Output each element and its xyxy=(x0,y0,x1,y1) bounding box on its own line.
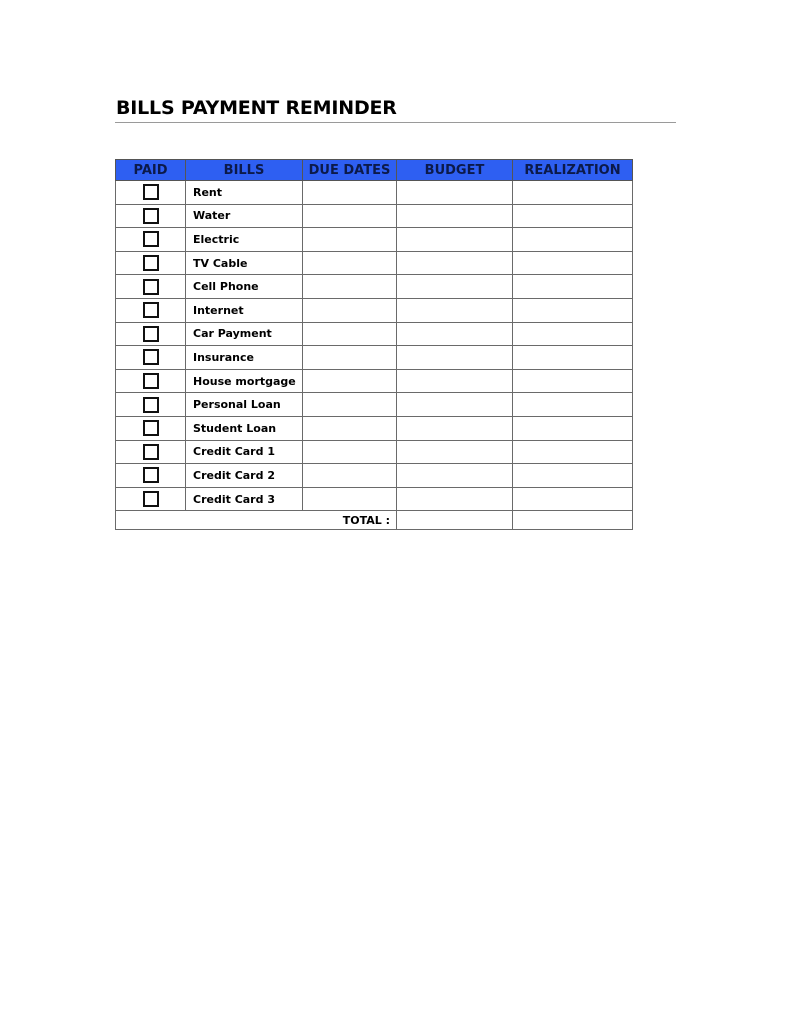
paid-cell xyxy=(116,251,186,275)
budget-cell[interactable] xyxy=(397,464,513,488)
bill-name: House mortgage xyxy=(186,369,303,393)
bill-name: TV Cable xyxy=(186,251,303,275)
due-date-cell[interactable] xyxy=(303,487,397,511)
total-budget-cell[interactable] xyxy=(397,511,513,530)
paid-checkbox[interactable] xyxy=(143,208,159,224)
table-row xyxy=(116,416,633,440)
total-row xyxy=(116,511,633,530)
table-row xyxy=(116,322,633,346)
paid-checkbox[interactable] xyxy=(143,444,159,460)
budget-cell[interactable] xyxy=(397,440,513,464)
bill-name: Insurance xyxy=(186,346,303,370)
bill-name: Internet xyxy=(186,298,303,322)
table-row xyxy=(116,275,633,299)
table-row xyxy=(116,346,633,370)
paid-checkbox[interactable] xyxy=(143,420,159,436)
table-row xyxy=(116,181,633,205)
due-date-cell[interactable] xyxy=(303,298,397,322)
paid-cell xyxy=(116,416,186,440)
bill-name: Credit Card 3 xyxy=(186,487,303,511)
table-row xyxy=(116,228,633,252)
bill-name: Cell Phone xyxy=(186,275,303,299)
paid-checkbox[interactable] xyxy=(143,349,159,365)
paid-cell xyxy=(116,298,186,322)
table-row xyxy=(116,369,633,393)
budget-cell[interactable] xyxy=(397,228,513,252)
due-date-cell[interactable] xyxy=(303,275,397,299)
paid-cell xyxy=(116,346,186,370)
realization-cell[interactable] xyxy=(513,322,633,346)
paid-cell xyxy=(116,275,186,299)
realization-cell[interactable] xyxy=(513,440,633,464)
realization-cell[interactable] xyxy=(513,346,633,370)
paid-checkbox[interactable] xyxy=(143,491,159,507)
paid-cell xyxy=(116,464,186,488)
table-row xyxy=(116,393,633,417)
total-label: TOTAL : xyxy=(116,511,397,530)
budget-cell[interactable] xyxy=(397,298,513,322)
due-date-cell[interactable] xyxy=(303,204,397,228)
due-date-cell[interactable] xyxy=(303,251,397,275)
due-date-cell[interactable] xyxy=(303,416,397,440)
realization-cell[interactable] xyxy=(513,487,633,511)
due-date-cell[interactable] xyxy=(303,322,397,346)
paid-checkbox[interactable] xyxy=(143,279,159,295)
paid-checkbox[interactable] xyxy=(143,326,159,342)
due-date-cell[interactable] xyxy=(303,181,397,205)
bill-name: Student Loan xyxy=(186,416,303,440)
bill-name: Credit Card 1 xyxy=(186,440,303,464)
budget-cell[interactable] xyxy=(397,393,513,417)
paid-checkbox[interactable] xyxy=(143,397,159,413)
column-header-paid: PAID xyxy=(116,160,186,181)
due-date-cell[interactable] xyxy=(303,440,397,464)
paid-cell xyxy=(116,393,186,417)
table-row xyxy=(116,204,633,228)
bill-name: Water xyxy=(186,204,303,228)
table-row xyxy=(116,440,633,464)
realization-cell[interactable] xyxy=(513,181,633,205)
budget-cell[interactable] xyxy=(397,204,513,228)
realization-cell[interactable] xyxy=(513,369,633,393)
due-date-cell[interactable] xyxy=(303,464,397,488)
paid-cell xyxy=(116,440,186,464)
budget-cell[interactable] xyxy=(397,487,513,511)
paid-checkbox[interactable] xyxy=(143,373,159,389)
due-date-cell[interactable] xyxy=(303,346,397,370)
paid-checkbox[interactable] xyxy=(143,255,159,271)
title-divider xyxy=(115,122,676,123)
paid-cell xyxy=(116,369,186,393)
table-row xyxy=(116,298,633,322)
table-row xyxy=(116,464,633,488)
bill-name: Credit Card 2 xyxy=(186,464,303,488)
column-header-budget: BUDGET xyxy=(397,160,513,181)
paid-cell xyxy=(116,204,186,228)
realization-cell[interactable] xyxy=(513,228,633,252)
due-date-cell[interactable] xyxy=(303,393,397,417)
paid-checkbox[interactable] xyxy=(143,231,159,247)
total-realization-cell[interactable] xyxy=(513,511,633,530)
realization-cell[interactable] xyxy=(513,393,633,417)
realization-cell[interactable] xyxy=(513,298,633,322)
column-header-bills: BILLS xyxy=(186,160,303,181)
table-row xyxy=(116,251,633,275)
realization-cell[interactable] xyxy=(513,204,633,228)
realization-cell[interactable] xyxy=(513,251,633,275)
budget-cell[interactable] xyxy=(397,275,513,299)
paid-cell xyxy=(116,228,186,252)
due-date-cell[interactable] xyxy=(303,369,397,393)
bill-name: Car Payment xyxy=(186,322,303,346)
paid-checkbox[interactable] xyxy=(143,184,159,200)
budget-cell[interactable] xyxy=(397,369,513,393)
paid-cell xyxy=(116,322,186,346)
bills-table xyxy=(115,159,633,530)
realization-cell[interactable] xyxy=(513,275,633,299)
budget-cell[interactable] xyxy=(397,416,513,440)
paid-cell xyxy=(116,487,186,511)
bill-name: Electric xyxy=(186,228,303,252)
table-row xyxy=(116,487,633,511)
paid-checkbox[interactable] xyxy=(143,467,159,483)
budget-cell[interactable] xyxy=(397,322,513,346)
budget-cell[interactable] xyxy=(397,346,513,370)
paid-checkbox[interactable] xyxy=(143,302,159,318)
budget-cell[interactable] xyxy=(397,251,513,275)
column-header-realization: REALIZATION xyxy=(513,160,633,181)
bills-table-body xyxy=(116,181,633,511)
column-header-due-dates: DUE DATES xyxy=(303,160,397,181)
table-header-row xyxy=(116,160,633,181)
page-title: BILLS PAYMENT REMINDER xyxy=(116,97,397,119)
realization-cell[interactable] xyxy=(513,464,633,488)
bill-name: Rent xyxy=(186,181,303,205)
bill-name: Personal Loan xyxy=(186,393,303,417)
realization-cell[interactable] xyxy=(513,416,633,440)
budget-cell[interactable] xyxy=(397,181,513,205)
paid-cell xyxy=(116,181,186,205)
due-date-cell[interactable] xyxy=(303,228,397,252)
